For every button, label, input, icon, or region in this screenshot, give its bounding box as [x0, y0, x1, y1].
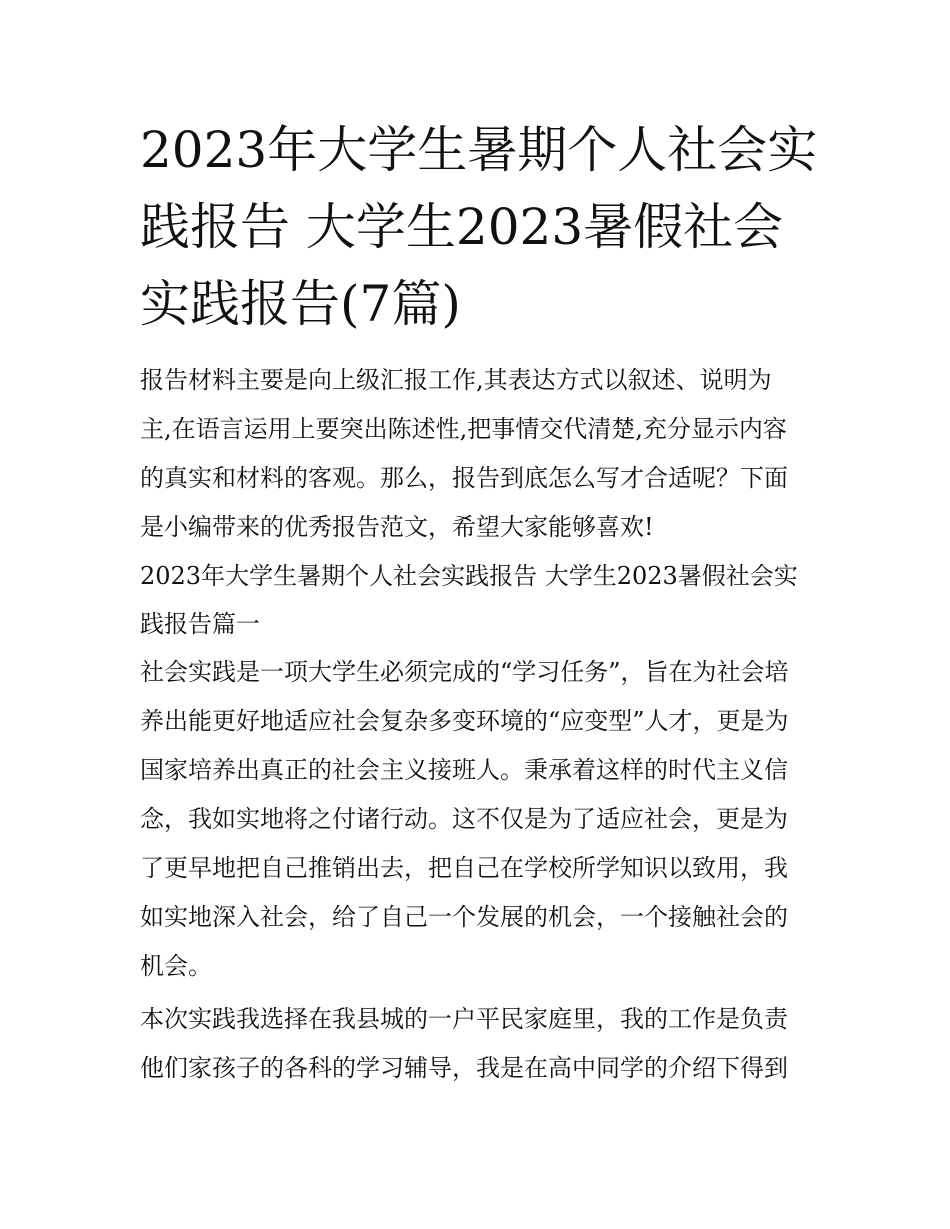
title-line: 践报告 大学生2023暑假社会 [140, 198, 784, 256]
text-line: 国家培养出真正的社会主义接班人。秉承着这样的时代主义信 [140, 756, 788, 784]
section-heading [140, 552, 820, 648]
text-line: 养出能更好地适应社会复杂多变环境的“应变型”人才，更是为 [140, 707, 789, 735]
document-title [140, 112, 820, 343]
title-line: 实践报告(7篇) [140, 275, 461, 333]
text-line: 社会实践是一项大学生必须完成的“学习任务”，旨在为社会培 [140, 658, 789, 686]
text-line: 2023年大学生暑期个人社会实践报告 大学生2023暑假社会实 [140, 562, 798, 590]
text-line: 报告材料主要是向上级汇报工作,其表达方式以叙述、说明为 [140, 366, 772, 394]
intro-paragraph [140, 356, 820, 552]
text-line: 了更早地把自己推销出去，把自己在学校所学知识以致用，我 [140, 854, 788, 882]
text-line: 他们家孩子的各科的学习辅导，我是在高中同学的介绍下得到 [140, 1054, 788, 1082]
text-line: 本次实践我选择在我县城的一户平民家庭里，我的工作是负责 [140, 1005, 788, 1033]
text-line: 践报告篇一 [140, 610, 260, 638]
document-body [140, 356, 820, 1093]
body-paragraph [140, 995, 820, 1093]
title-line: 2023年大学生暑期个人社会实 [140, 121, 818, 179]
text-line: 机会。 [140, 952, 212, 980]
text-line: 如实地深入社会，给了自己一个发展的机会，一个接触社会的 [140, 903, 788, 931]
body-paragraph [140, 648, 820, 991]
text-line: 主,在语言运用上要突出陈述性,把事情交代清楚,充分显示内容 [140, 415, 787, 443]
text-line: 的真实和材料的客观。那么，报告到底怎么写才合适呢？下面 [140, 464, 788, 492]
text-line: 念，我如实地将之付诸行动。这不仅是为了适应社会，更是为 [140, 805, 788, 833]
text-line: 是小编带来的优秀报告范文，希望大家能够喜欢! [140, 513, 654, 541]
